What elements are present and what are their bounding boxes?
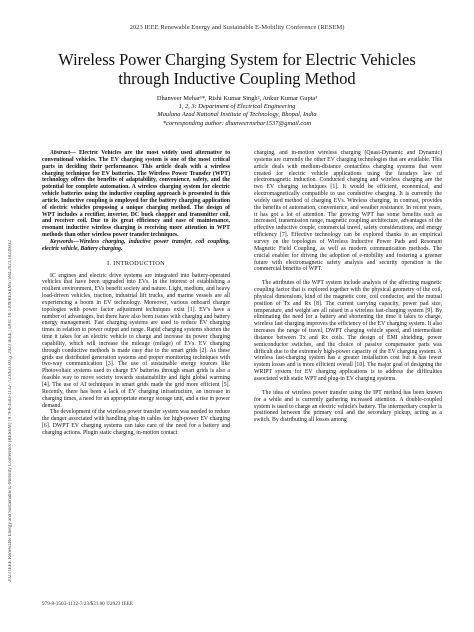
abstract-lead: Abstract—: [50, 150, 76, 156]
keywords-text: Wireless charging, inductive power transfer, coil coupling, electric vehicle, Battery charging.: [42, 238, 230, 252]
section-heading-introduction: I. INTRODUCTION: [106, 259, 166, 267]
paper-title: Wireless Power Charging System for Electric Vehicles through Inductive Coupling Method: [58, 50, 416, 88]
left-column: [42, 150, 230, 590]
conference-header: 2023 IEEE Renewable Energy and Sustainable E-Mobility Conference (RESEM): [129, 24, 345, 31]
intro-paragraph-2: The development of the wireless power transfer system was needed to reduce the danger associated with handling plug-in cables for high-power EV charging [6]. DWPT EV charging systems can take care of the need for a battery and charging actions. Plugin static charging, in-motion contact: [42, 409, 230, 436]
right-paragraph-1: charging, and in-motion wireless charging (Quasi-Dynamic and Dynamic) systems are currently the other EV charging technologies that are available. This article deals with medium-distance contactless charging systems that were created for electric vehicle applications using the faradays law of electromagnetic induction. Conducted charging and wireless charging are the two EV charging techniques [1]. It would be efficient, economical, and electromagnetically compatible to use conductive charging. It is currently the widely used method of charging EVs. Wireless charging, in contrast, provides the benefits of automation, convenience, and weather resistance. In recent years, it has got a lot of attention. The growing WPT has some benefits such as increased, transmission range, magnetic coupling architecture, advantages of the effective inductive couple, commercial travel, safety considerations, and energy efficiency [7]. Effective technology can be explored thanks to an empirical survey on the topologies of Wireless Inductive Power Pads and Resonant Magnetic Field Coupling, as well as modern communication methods. The crucial enabler for driving the adoption of e-mobility and fostering a greener future with electromagnetic safety analysis and security operation is the commercial benefits of WPT.: [254, 150, 442, 273]
abstract: [42, 150, 230, 239]
right-paragraph-3: The idea of wireless power transfer using the IPT method has been known for a while and is currently gathering increased attention. A double-coupled system is used to charge an electric vehicle's battery. The intermediary coupler is positioned between the primary coil and the secondary pickup, acting as a switch. By distributing all losses among: [254, 389, 442, 424]
keywords-lead: Keywords—: [50, 238, 79, 245]
author-block: [40, 95, 434, 128]
affiliation: Maulana Azad National Institute of Technology, Bhopal, India: [157, 111, 317, 119]
right-column: [254, 150, 442, 596]
abstract-text: Electric Vehicles are the most widely used alternative to conventional vehicles. The EV charging system is one of the most critical parts in deciding their performance. This article deals with a wireless charging technique for EV batteries. The Wireless Power Transfer (WPT) technology offers the benefits of adaptability, convenience, safety, and the potential for complete automation. A wireless charging system for electric vehicle batteries using the inductive coupling approach is presented in this article. Inductive coupling is employed for the battery charging application of electric vehicles proposing a unique charging method. The design of WPT includes a rectifier, inverter, DC buck chopper and transmitter coil, and receiver coil. Due to its great efficiency and ease of maintenance, resonant inductive wireless charging is receiving more attention in WPT methods than other wireless power transfer techniques.: [42, 150, 230, 239]
right-paragraph-2: The attributes of the WPT system include analysis of the affecting magnetic coupling factor that is explored together with the physical geometry of the coil, physical dimensions, kind of the magnetic core, coil conductor, and the mutual position of Tx and Rx [8]. The current carrying capacity, power pad size, temperature, and weight are all raised in a wireless fast-charging system [9]. By eliminating the need for a battery and shortening the time it takes to charge, wireless fast charging improves the efficiency of the EV charging system. It also increases the range of travel, DWPT charging vehicle speed, and intermediate distance between Tx and Rx coils. The design of EMI shielding, power semiconductor switches, and the choice of passive compensator parts was difficult due to the extremely high-power capacity of the EV charging system. A wireless fast-charging system has a greater installation cost but it has fewer system losses and is more efficient overall [10]. The major goal of designing the WRIPT system for EV charging applications is to address the difficulties associated with static WPT and plug-in EV charging systems.: [254, 280, 442, 382]
copyright-footer: 979-8-3503-1132-7/23/$31.00 ©2023 IEEE: [42, 601, 133, 607]
keywords: [42, 239, 230, 253]
intro-paragraph-1: IC engines and electric drive systems are integrated into battery-operated vehicles that have been upgraded into EVs. In the interest of establishing a resilient environment, EVs benefit society and nature. Light, medium, and heavy load-driven vehicles, traction, industrial lift trucks, and marine vessels are all experiencing a boom in EV technology. Moreover, various onboard charger topologies with power factor adjustment techniques exist [1]. EV's have a number of advantages, but there have also been issues with charging and battery energy management. Fast charging systems are used to reduce EV charging times in relation to power output and range. Rapid charging systems shorten the time it takes for an electric vehicle to charge and increase its power charging capability, which will increase the mileage (milage) of EVs. EV charging through conductive methods is made easy due to the smart grids [2]. As these grids use distributed generation systems and proper monitoring techniques with two-way communication [3]. The use of sustainable energy sources like Photovoltaic systems used to charge EV batteries through smart grids is also a feasible way to move society towards sustainability and fight global warming [4]. The use of AI techniques in smart grids made the grid more efficient [5]. Recently, there has been a lack of EV charging infrastructure, an increase in charging times, a need for an appropriate energy storage unit, and a rise in power demand.: [42, 272, 230, 409]
author-names: Dhanveer Mehar¹*, Rishi Kumar Singh², Ankur Kumar Gupta³: [156, 95, 318, 102]
affiliation-numbers: 1, 2, 3: Department of Electrical Engineering: [178, 103, 296, 111]
corresponding-author: *corresponding author: dhanveermehar1537@gmail.com: [162, 119, 312, 127]
side-doi-strip: 2023 IEEE Renewable Energy and Sustainable E-Mobility Conference (RESEM) | 979-8-3503-1132-7/23/$31.00 ©2023 IEEE | DOI: 10.1109/RESEM57584.2023.10236012: [8, 240, 13, 582]
